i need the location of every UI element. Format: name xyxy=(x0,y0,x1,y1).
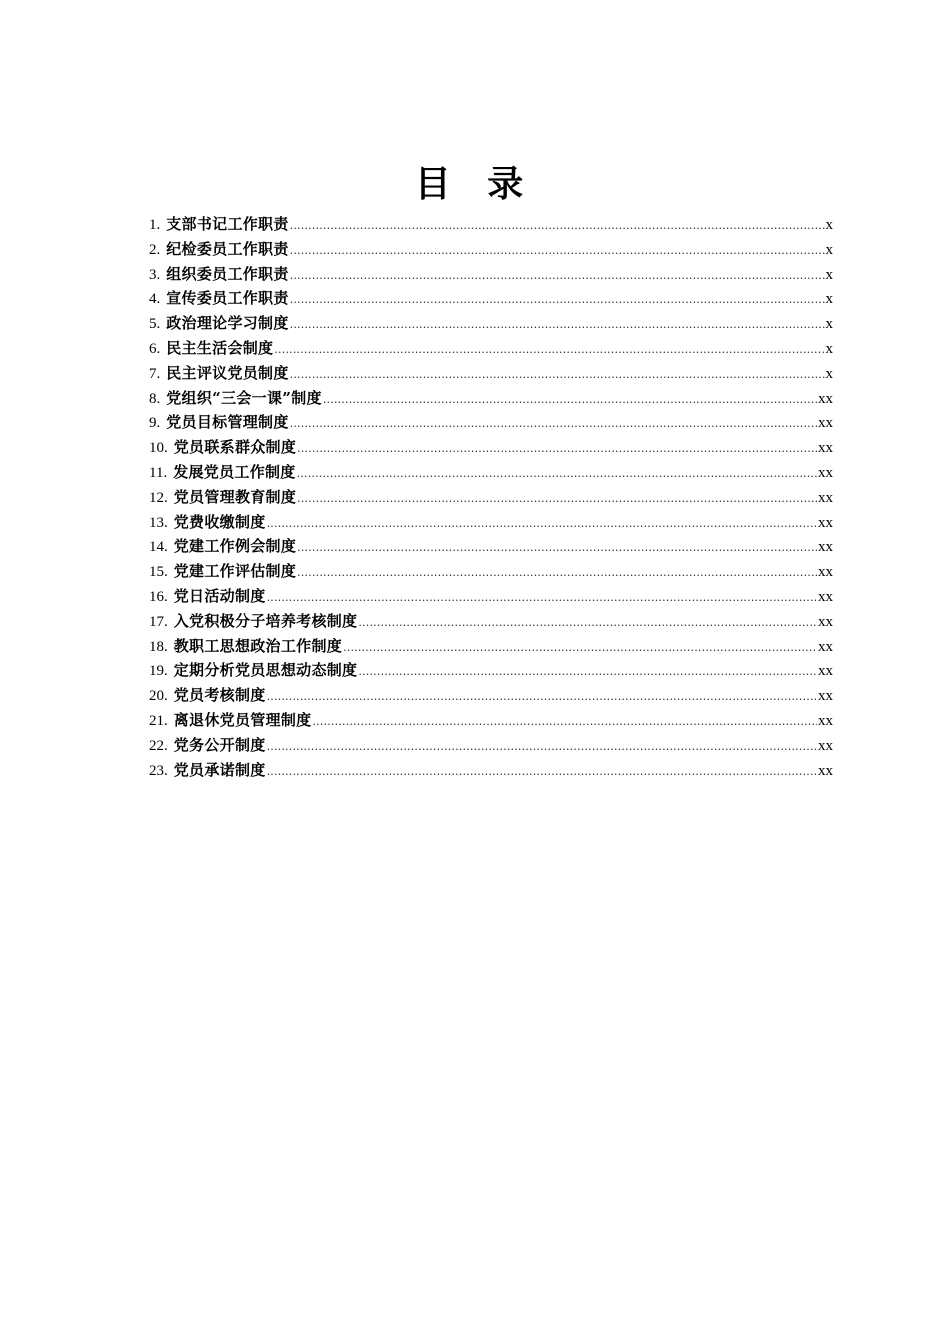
toc-entry-title: 发展党员工作制度 xyxy=(173,462,296,481)
toc-entry[interactable] xyxy=(149,361,833,386)
toc-entry-title: 政治理论学习制度 xyxy=(166,314,289,333)
toc-entry-title: 党务公开制度 xyxy=(173,735,266,754)
toc-entry[interactable] xyxy=(149,758,833,783)
toc-entry-title: 党建工作评估制度 xyxy=(173,562,297,581)
toc-dot-leader xyxy=(290,239,825,264)
toc-entry[interactable] xyxy=(149,609,833,634)
toc-dot-leader xyxy=(358,611,817,636)
toc-entry[interactable] xyxy=(149,311,833,336)
toc-dot-leader xyxy=(290,313,825,338)
toc-entry[interactable] xyxy=(149,435,833,460)
toc-entry[interactable] xyxy=(149,634,833,659)
toc-entry-title: 党员目标管理制度 xyxy=(166,413,289,432)
toc-dot-leader xyxy=(290,264,825,289)
toc-dot-leader xyxy=(274,338,824,363)
toc-entry-number: 3. xyxy=(149,266,161,283)
toc-entry-title: 党员管理教育制度 xyxy=(173,487,297,506)
toc-entry[interactable] xyxy=(149,212,833,237)
toc-entry[interactable] xyxy=(149,286,833,311)
toc-entry-page: xx xyxy=(818,712,833,729)
toc-dot-leader xyxy=(312,710,817,735)
toc-dot-leader xyxy=(297,462,817,487)
toc-entry-number: 12. xyxy=(149,489,168,506)
toc-entry[interactable] xyxy=(149,237,833,262)
toc-entry-title: 组织委员工作职责 xyxy=(166,264,289,283)
toc-entry-page: x xyxy=(825,365,833,382)
toc-entry-number: 5. xyxy=(149,316,161,333)
toc-entry-number: 16. xyxy=(149,588,168,605)
toc-entry-page: xx xyxy=(818,489,833,506)
toc-dot-leader xyxy=(290,288,825,313)
toc-entry[interactable] xyxy=(149,733,833,758)
toc-entry-title: 党员承诺制度 xyxy=(173,760,266,779)
toc-dot-leader xyxy=(297,536,817,561)
toc-entry[interactable] xyxy=(149,485,833,510)
toc-entry-title: 民主评议党员制度 xyxy=(166,363,289,382)
toc-dot-leader xyxy=(297,437,817,462)
toc-entry-page: xx xyxy=(818,613,833,630)
toc-entry-page: xx xyxy=(818,440,833,457)
table-of-contents xyxy=(149,212,833,782)
toc-entry-number: 20. xyxy=(149,688,168,705)
toc-entry-number: 19. xyxy=(149,663,168,680)
toc-entry-title: 党建工作例会制度 xyxy=(173,537,297,556)
toc-entry-number: 7. xyxy=(149,365,161,382)
toc-entry-title: 党日活动制度 xyxy=(173,586,266,605)
toc-entry-number: 1. xyxy=(149,217,161,233)
toc-entry-title: 教职工思想政治工作制度 xyxy=(173,636,343,655)
toc-dot-leader xyxy=(267,512,817,537)
toc-entry[interactable] xyxy=(149,336,833,361)
toc-dot-leader xyxy=(290,363,825,388)
toc-entry-page: xx xyxy=(818,663,833,680)
toc-dot-leader xyxy=(267,760,817,785)
toc-entry[interactable] xyxy=(149,386,833,411)
toc-entry-number: 8. xyxy=(149,390,161,407)
toc-entry-title: 党费收缴制度 xyxy=(173,512,266,531)
toc-entry-page: xx xyxy=(818,564,833,581)
toc-dot-leader xyxy=(267,685,817,710)
toc-entry-page: xx xyxy=(818,762,833,779)
toc-entry-number: 4. xyxy=(149,291,161,308)
toc-entry-page: xx xyxy=(818,390,833,407)
toc-entry-title: 定期分析党员思想动态制度 xyxy=(173,661,358,680)
toc-entry-title: 党员考核制度 xyxy=(173,686,266,705)
toc-entry-number: 10. xyxy=(149,440,168,457)
toc-entry[interactable] xyxy=(149,460,833,485)
toc-entry[interactable] xyxy=(149,559,833,584)
toc-entry-page: x xyxy=(825,316,833,333)
toc-entry-title: 入党积极分子培养考核制度 xyxy=(173,611,358,630)
toc-entry-number: 15. xyxy=(149,564,168,581)
toc-entry-number: 22. xyxy=(149,737,168,754)
toc-dot-leader xyxy=(358,660,817,685)
toc-dot-leader xyxy=(343,636,817,661)
toc-entry-number: 18. xyxy=(149,638,168,655)
toc-entry-page: x xyxy=(825,241,833,258)
page-title: 目 录 xyxy=(414,163,536,205)
toc-entry-number: 23. xyxy=(149,762,168,779)
toc-entry[interactable] xyxy=(149,683,833,708)
toc-dot-leader xyxy=(297,487,817,512)
toc-entry[interactable] xyxy=(149,262,833,287)
toc-entry-page: xx xyxy=(818,737,833,754)
toc-entry-page: x xyxy=(825,340,833,357)
toc-entry-title: 离退休党员管理制度 xyxy=(173,710,312,729)
toc-entry-title: 纪检委员工作职责 xyxy=(166,239,289,258)
toc-entry[interactable] xyxy=(149,708,833,733)
toc-entry-page: xx xyxy=(818,539,833,556)
toc-entry-number: 11. xyxy=(149,464,168,481)
toc-entry-page: xx xyxy=(818,588,833,605)
toc-dot-leader xyxy=(267,735,817,760)
toc-entry-number: 17. xyxy=(149,613,168,630)
toc-entry-number: 13. xyxy=(149,514,168,531)
toc-entry-number: 6. xyxy=(149,340,161,357)
toc-dot-leader xyxy=(297,561,817,586)
toc-entry-page: xx xyxy=(818,415,833,432)
toc-dot-leader xyxy=(323,388,817,413)
toc-entry-title: 宣传委员工作职责 xyxy=(166,289,289,308)
toc-entry-number: 9. xyxy=(149,415,161,432)
toc-entry-page: xx xyxy=(818,688,833,705)
toc-entry-number: 2. xyxy=(149,241,161,258)
toc-entry-title: 支部书记工作职责 xyxy=(166,215,289,233)
toc-entry[interactable] xyxy=(149,658,833,683)
toc-entry-page: xx xyxy=(818,514,833,531)
toc-entry-title: 党员联系群众制度 xyxy=(173,438,297,457)
toc-entry-page: xx xyxy=(818,638,833,655)
toc-entry-page: xx xyxy=(818,464,833,481)
toc-dot-leader xyxy=(290,412,817,437)
toc-entry[interactable] xyxy=(149,534,833,559)
toc-dot-leader xyxy=(290,214,825,239)
toc-entry-page: x xyxy=(825,291,833,308)
toc-entry-title: 民主生活会制度 xyxy=(166,338,274,357)
toc-dot-leader xyxy=(267,586,817,611)
toc-entry-number: 21. xyxy=(149,712,168,729)
toc-entry-page: x xyxy=(825,217,833,233)
toc-entry[interactable] xyxy=(149,510,833,535)
toc-entry[interactable] xyxy=(149,584,833,609)
toc-entry[interactable] xyxy=(149,410,833,435)
toc-entry-number: 14. xyxy=(149,539,168,556)
toc-entry-page: x xyxy=(825,266,833,283)
toc-entry-title: 党组织“三会一课”制度 xyxy=(166,388,322,407)
